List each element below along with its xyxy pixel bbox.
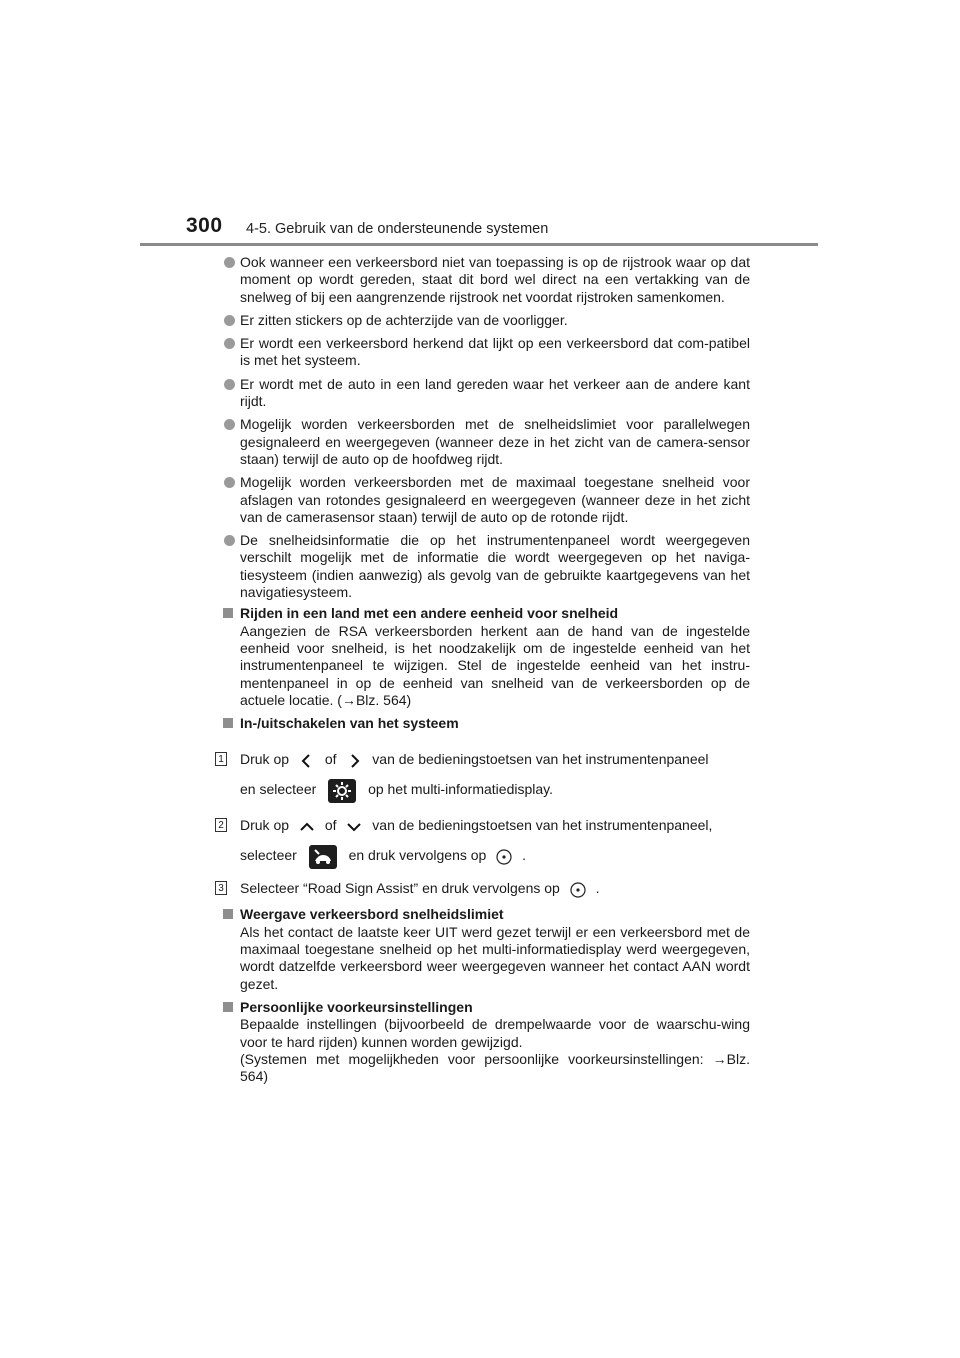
list-item-text: Mogelijk worden verkeersborden met de snelheidslimiet voor parallelwegen gesignaleerd en weergegeven (wanneer deze in het zicht van de camera-sensor staan) terwijl de auto op de hoofdweg rijdt.: [240, 416, 750, 467]
vehicle-settings-icon: [309, 845, 337, 869]
square-bullet-icon: [223, 1002, 233, 1012]
step-2: [218, 810, 750, 870]
chevron-down-icon: [346, 819, 362, 835]
step-1: [218, 744, 750, 804]
list-item: [222, 376, 750, 411]
bullet-icon: [224, 338, 235, 349]
section-body-custom-2: (Systemen met mogelijkheden voor persoonlijke voorkeursinstellingen: →Blz. 564): [240, 1050, 750, 1085]
section-title: 4-5. Gebruik van de ondersteunende systemen: [246, 221, 549, 237]
list-item: [222, 312, 750, 329]
page-content: [218, 254, 750, 1091]
step-text: van de bedieningstoetsen van het instrumentenpaneel: [372, 751, 709, 768]
section-heading-custom: [222, 999, 750, 1016]
list-item-text: Er wordt met de auto in een land gereden waar het verkeer aan de andere kant rijdt.: [240, 375, 750, 410]
step-text: en selecteer: [240, 781, 317, 798]
list-item-text: Ook wanneer een verkeersbord niet van toepassing is op de rijstrook waar op dat moment op wordt gereden, staat dit bord wel direct na een vertakking van de snelweg of bij een aangrenzende rijstrook net voordat rijstroken samenkomen.: [240, 254, 750, 305]
bullet-icon: [224, 419, 235, 430]
list-item: [222, 254, 750, 306]
ok-button-icon: [569, 881, 587, 899]
list-item-text: Mogelijk worden verkeersborden met de maximaal toegestane snelheid voor afslagen van rotondes gesignaleerd en weergegeven (wanneer deze in het zicht van de camerasensor staan) terwijl de auto op de rotonde rijdt.: [240, 474, 750, 525]
section-heading-toggle: [222, 715, 750, 732]
settings-gear-icon: [328, 779, 356, 803]
square-bullet-icon: [223, 909, 233, 919]
step-3: [218, 876, 750, 900]
heading-text: Rijden in een land met een andere eenheid voor snelheid: [240, 605, 619, 622]
step-text: op het multi-informatiedisplay.: [368, 781, 553, 798]
heading-text: In-/uitschakelen van het systeem: [240, 715, 459, 732]
section-heading-display: [222, 906, 750, 923]
step-text: of: [324, 751, 337, 768]
step-text: .: [522, 847, 527, 864]
bullet-icon: [224, 379, 235, 390]
bullet-icon: [224, 315, 235, 326]
list-item: [222, 474, 750, 526]
chevron-left-icon: [299, 753, 315, 769]
list-item: [222, 416, 750, 468]
chevron-up-icon: [299, 819, 315, 835]
list-item: [222, 532, 750, 601]
list-item-text: Er zitten stickers op de achterzijde van de voorligger.: [240, 311, 568, 328]
bullet-icon: [224, 257, 235, 268]
section-heading-unit: [222, 605, 750, 622]
section-body-display: Als het contact de laatste keer UIT werd gezet terwijl er een verkeersbord met de maximaal toegestane snelheid op het multi-informatiedisplay werd weergegeven, wordt datzelfde verkeersbord weer weergegeven wanneer het contact AAN wordt gezet.: [240, 923, 750, 992]
heading-text: Weergave verkeersbord snelheidslimiet: [240, 906, 504, 923]
step-text: Selecteer “Road Sign Assist” en druk vervolgens op: [240, 880, 560, 897]
step-text: van de bedieningstoetsen van het instrumentenpaneel,: [372, 817, 713, 834]
step-number: 3: [215, 881, 227, 895]
header-rule: [140, 243, 818, 246]
step-text: selecteer: [240, 847, 297, 864]
list-item: [222, 335, 750, 370]
section-body-custom-1: Bepaalde instellingen (bijvoorbeeld de drempelwaarde voor de waarschu-wing voor te hard rijden) kunnen worden gewijzigd.: [240, 1016, 750, 1050]
step-text: of: [324, 817, 337, 834]
step-number: 1: [215, 752, 227, 766]
page-number: 300: [186, 214, 223, 237]
bullet-icon: [224, 535, 235, 546]
heading-text: Persoonlijke voorkeursinstellingen: [240, 998, 473, 1015]
section-body-unit: Aangezien de RSA verkeersborden herkent aan de hand van de ingestelde eenheid voor snelheid, is het noodzakelijk om de ingestelde eenheid van het instrumentenpaneel te wijzigen. Stel de ingestelde eenheid van het instru-mentenpaneel in op de eenheid van snelheid van de verkeersborden op de actuele locatie. (→Blz. 564): [240, 622, 750, 708]
step-text: Druk op: [240, 817, 290, 834]
square-bullet-icon: [223, 608, 233, 618]
bullet-icon: [224, 477, 235, 488]
step-number: 2: [215, 818, 227, 832]
step-text: Druk op: [240, 751, 290, 768]
step-text: .: [595, 880, 600, 897]
chevron-right-icon: [346, 753, 362, 769]
square-bullet-icon: [223, 718, 233, 728]
list-item-text: Er wordt een verkeersbord herkend dat lijkt op een verkeersbord dat com-patibel is met het systeem.: [240, 335, 750, 369]
ok-button-icon: [495, 848, 513, 866]
step-text: en druk vervolgens op: [348, 847, 487, 864]
list-item-text: De snelheidsinformatie die op het instrumentenpaneel wordt weergegeven verschilt mogelijk met de informatie die wordt weergegeven op het naviga-tiesysteem (indien aanwezig) als gevolg van de gebruikte kaartgegevens van het navigatiesysteem.: [240, 532, 750, 601]
